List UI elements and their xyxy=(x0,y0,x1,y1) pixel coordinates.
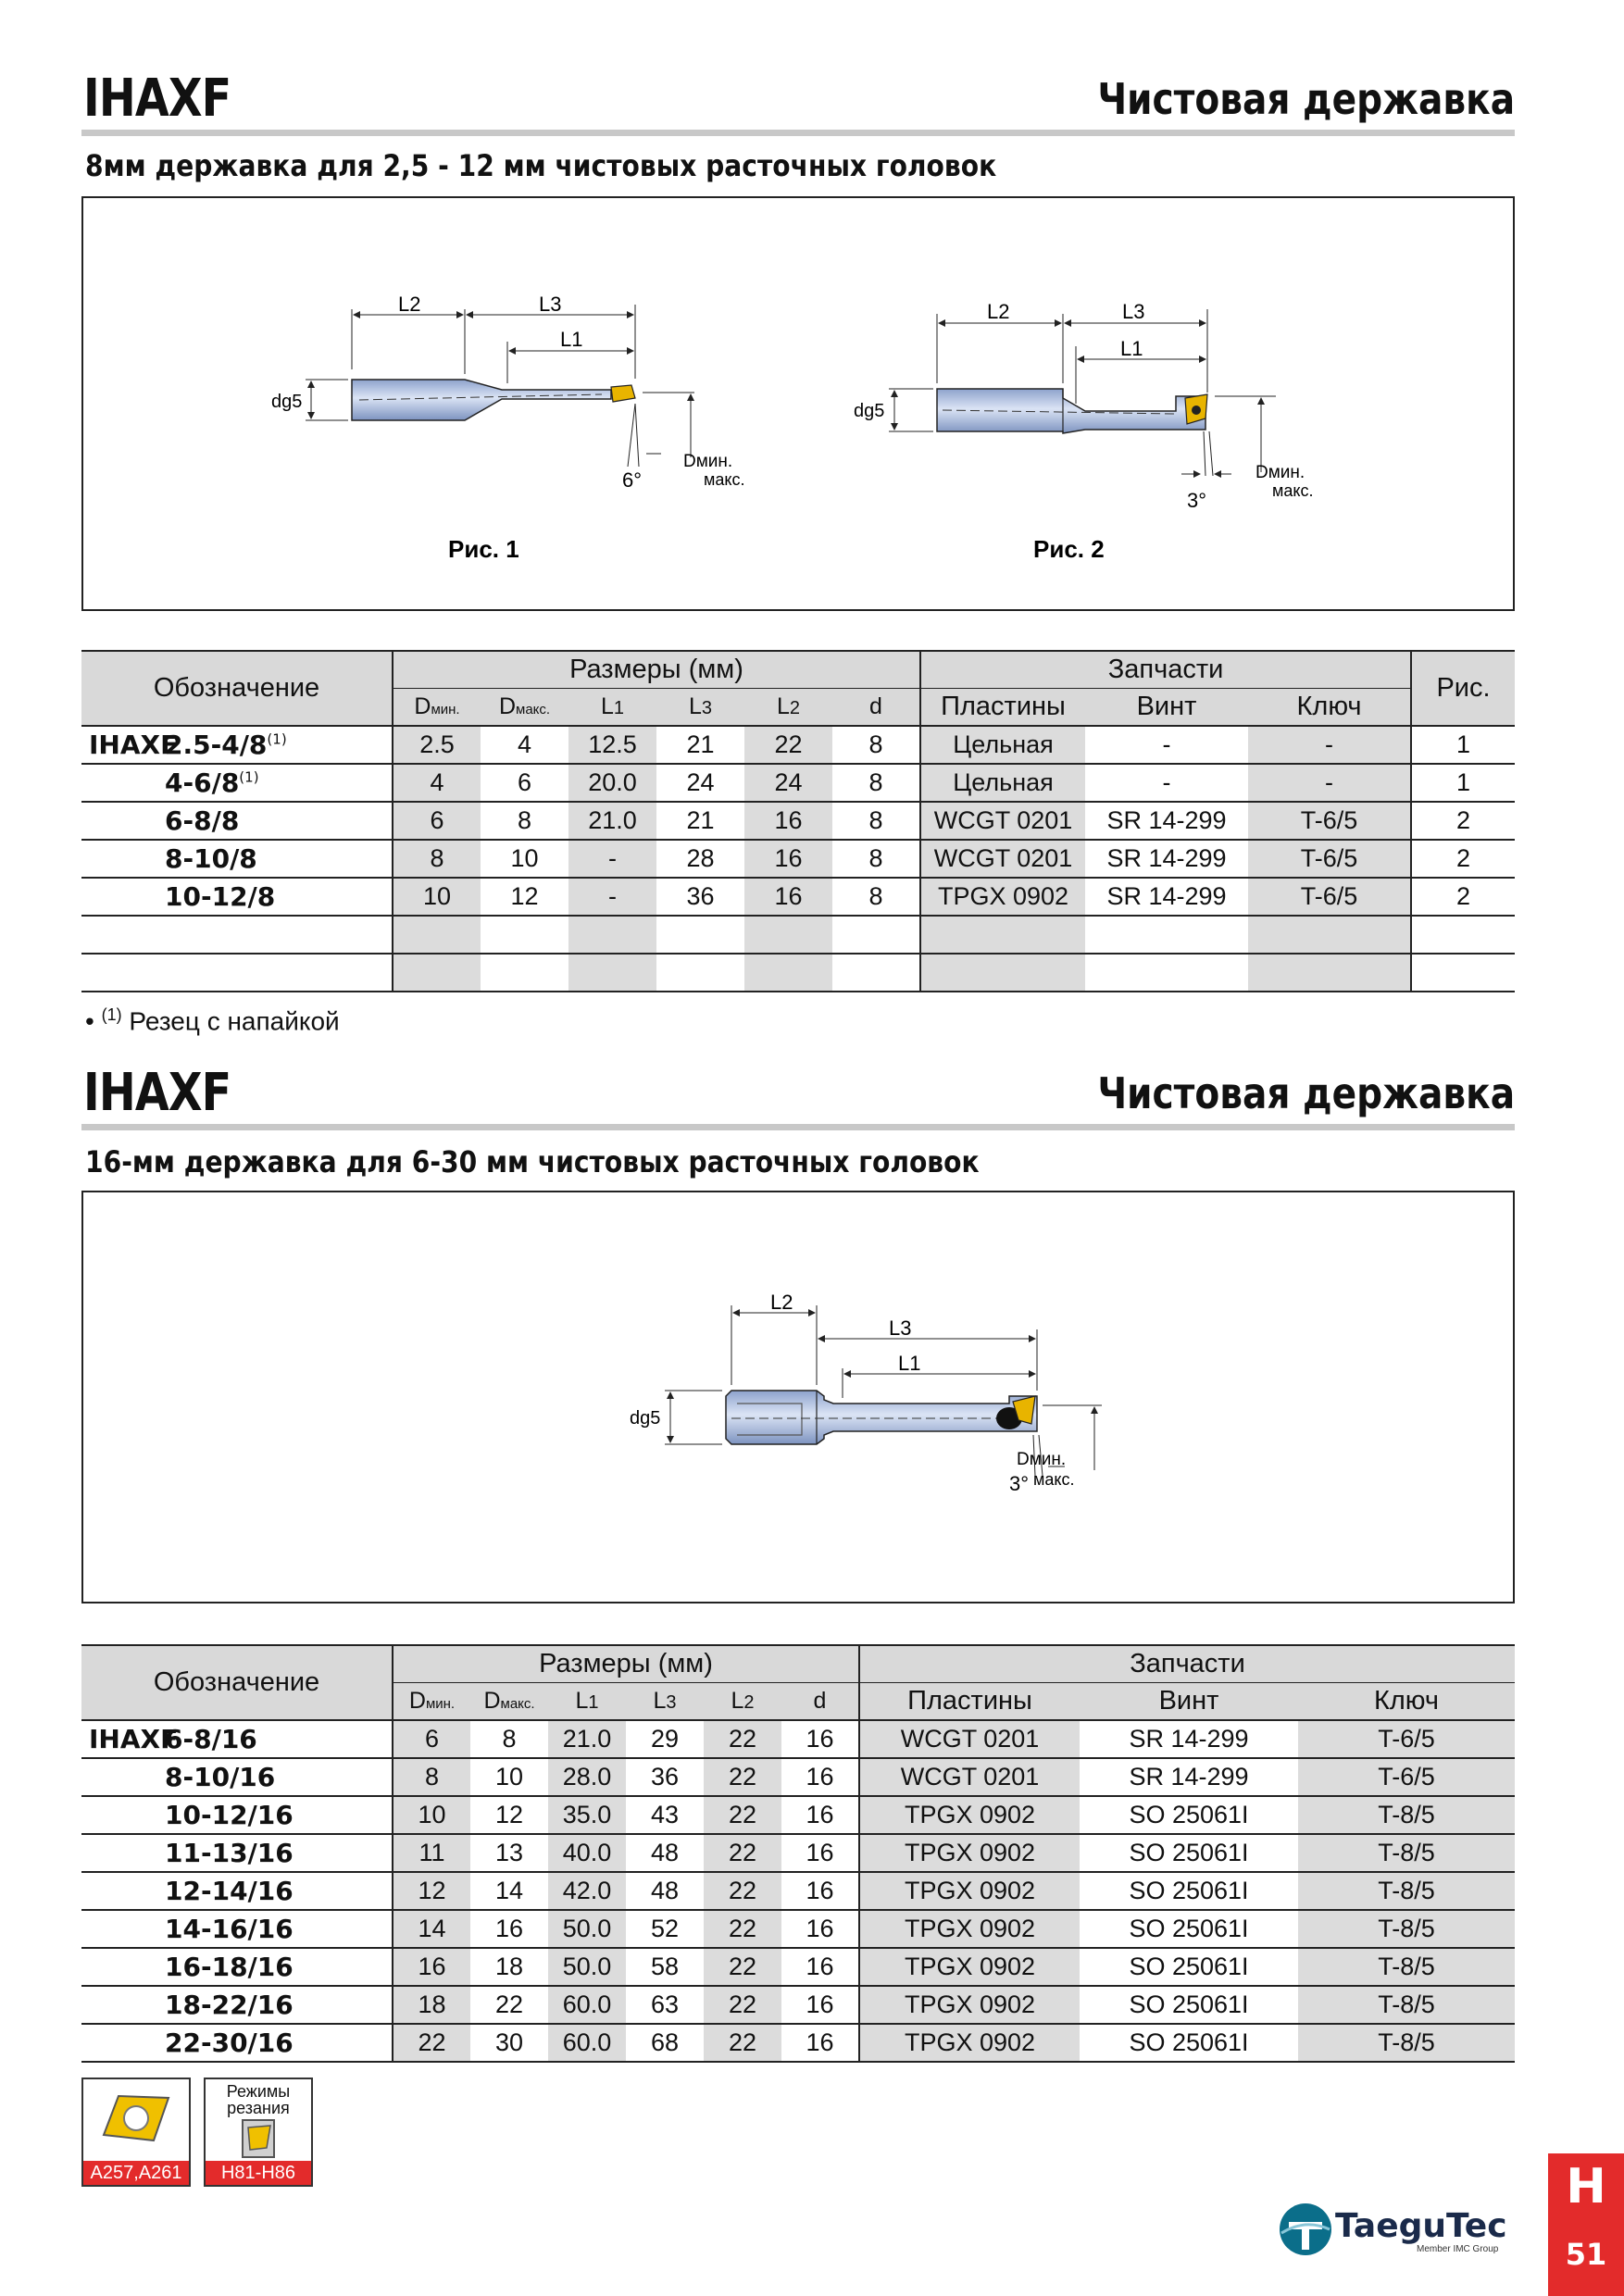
table-row xyxy=(81,1758,1515,1796)
cell-7: SR 14-299 xyxy=(1129,1763,1249,1791)
section1-figure-box xyxy=(81,196,1515,611)
cutting-tool-icon xyxy=(206,2116,311,2163)
brand-name: TaeguTec xyxy=(1335,2207,1507,2245)
fig2-dim-L3: L3 xyxy=(1122,300,1145,323)
cell-0: 6 xyxy=(393,802,481,840)
designation-cell xyxy=(81,954,393,992)
table-row xyxy=(81,840,1515,878)
cell-2: 60.0 xyxy=(548,2024,626,2062)
fig1-dim-L2: L2 xyxy=(398,293,421,316)
cell-6 xyxy=(920,954,1085,992)
cell-3: 28 xyxy=(686,844,715,872)
cell-7: SR 14-299 xyxy=(1106,806,1227,834)
cell-3: 68 xyxy=(650,2028,680,2056)
fig2-dim-dg5: dg5 xyxy=(854,401,885,421)
cell-7: SO 25061I xyxy=(1129,1877,1249,1904)
cell-9: 1 xyxy=(1411,764,1515,802)
cell-2 xyxy=(568,916,656,954)
designation-cell: 11-13/16 xyxy=(165,1838,294,1868)
cell-8: T-8/5 xyxy=(1298,1872,1515,1910)
th-col-8: Ключ xyxy=(1298,1683,1515,1721)
cutting-data-ref: H81-H86 xyxy=(206,2161,311,2185)
cell-7: SR 14-299 xyxy=(1129,1725,1249,1753)
cell-0 xyxy=(393,916,481,954)
th-col-6: Пластины xyxy=(920,689,1085,727)
cell-8: T-8/5 xyxy=(1298,1834,1515,1872)
cell-3: 29 xyxy=(650,1725,680,1753)
cell-0: 11 xyxy=(393,1834,470,1872)
cell-4: 16 xyxy=(744,878,832,916)
cell-6: TPGX 0902 xyxy=(859,1910,1080,1948)
cell-4: 16 xyxy=(744,840,832,878)
cell-2: 20.0 xyxy=(568,764,656,802)
cell-5 xyxy=(832,954,920,992)
section1-rule xyxy=(81,130,1515,136)
cell-2: 50.0 xyxy=(548,1948,626,1986)
fig1-dim-L3: L3 xyxy=(539,293,562,316)
cell-1: 16 xyxy=(494,1915,524,1942)
table-row xyxy=(81,726,1515,764)
section2-code: IHAXF xyxy=(83,1063,231,1123)
th-col-7: Винт xyxy=(1080,1683,1298,1721)
cell-3: 52 xyxy=(650,1915,680,1942)
cell-7: - xyxy=(1162,730,1171,758)
cell-5: 16 xyxy=(806,1953,834,1980)
fig2-dim-L1: L1 xyxy=(1120,337,1143,360)
page-tab xyxy=(1548,2153,1624,2296)
cell-1: 8 xyxy=(502,1725,517,1753)
fig2-dim-dmin: Dмин. xyxy=(1255,463,1305,482)
fig3-dim-dg5: dg5 xyxy=(630,1408,661,1429)
cell-9: 2 xyxy=(1411,878,1515,916)
cell-8: T-6/5 xyxy=(1248,878,1411,916)
designation-cell: 14-16/16 xyxy=(165,1914,294,1944)
cell-0: 16 xyxy=(393,1948,470,1986)
cell-8: T-8/5 xyxy=(1298,1796,1515,1834)
cell-1: 4 xyxy=(517,730,532,758)
cell-0: 14 xyxy=(393,1910,470,1948)
cell-5: 16 xyxy=(806,1725,834,1753)
cell-6: WCGT 0201 xyxy=(859,1720,1080,1758)
th-col-8: Ключ xyxy=(1248,689,1411,727)
insert-ref-icon[interactable] xyxy=(81,2078,191,2187)
th-col-2: L1 xyxy=(548,1683,626,1721)
cell-0: 22 xyxy=(393,2024,470,2062)
cell-3: 21 xyxy=(686,730,715,758)
designation-cell: 22-30/16 xyxy=(165,2028,294,2058)
cell-7: SO 25061I xyxy=(1129,1990,1249,2018)
cell-2: - xyxy=(568,840,656,878)
cell-5: 8 xyxy=(868,882,883,910)
th2-dims: Размеры (мм) xyxy=(393,1645,859,1683)
section1-spec-table xyxy=(81,650,1515,992)
th-col-1: Dмакс. xyxy=(481,689,568,727)
cell-3: 58 xyxy=(650,1953,680,1980)
table-row xyxy=(81,1796,1515,1834)
cell-3: 63 xyxy=(650,1990,680,2018)
designation-cell: 18-22/16 xyxy=(165,1990,294,2020)
cell-8: T-6/5 xyxy=(1298,1758,1515,1796)
cell-3: 36 xyxy=(686,882,715,910)
cell-2: 12.5 xyxy=(568,726,656,764)
cell-7: SR 14-299 xyxy=(1106,882,1227,910)
fig1-dim-dmin: Dмин. xyxy=(683,452,733,471)
th-fig: Рис. xyxy=(1411,651,1515,726)
th2-parts: Запчасти xyxy=(859,1645,1515,1683)
cell-3 xyxy=(656,954,744,992)
cell-6: TPGX 0902 xyxy=(859,1948,1080,1986)
cell-4: 22 xyxy=(744,726,832,764)
cell-0: 6 xyxy=(393,1720,470,1758)
cell-4: 22 xyxy=(704,1834,781,1872)
table-row xyxy=(81,1834,1515,1872)
fig2-dim-L2: L2 xyxy=(987,300,1010,323)
fig3-dim-L1: L1 xyxy=(898,1352,921,1375)
cell-9 xyxy=(1411,954,1515,992)
section1-subtitle: 8мм державка для 2,5 - 12 мм чистовых расточных головок xyxy=(85,148,997,183)
cell-8: T-6/5 xyxy=(1298,1720,1515,1758)
cell-1: 10 xyxy=(510,844,539,872)
designation-cell: 6-8/8 xyxy=(165,805,240,836)
cell-3 xyxy=(656,916,744,954)
cell-7: SO 25061I xyxy=(1129,1953,1249,1980)
th-dims: Размеры (мм) xyxy=(393,651,920,689)
cell-8 xyxy=(1248,954,1411,992)
cell-0: 4 xyxy=(393,764,481,802)
cell-2: 60.0 xyxy=(548,1986,626,2024)
cell-0: 10 xyxy=(393,878,481,916)
cell-1 xyxy=(481,954,568,992)
cell-2: 35.0 xyxy=(548,1796,626,1834)
fig1-dim-angle: 6° xyxy=(622,468,643,492)
cell-5: 16 xyxy=(806,2028,834,2056)
designation-cell xyxy=(81,916,393,954)
cell-9: 2 xyxy=(1411,802,1515,840)
cell-1: 10 xyxy=(494,1763,524,1791)
cell-0: 18 xyxy=(393,1986,470,2024)
th-parts: Запчасти xyxy=(920,651,1411,689)
cell-0: 2.5 xyxy=(393,726,481,764)
cell-7: SO 25061I xyxy=(1129,2028,1249,2056)
cell-0 xyxy=(393,954,481,992)
cell-0: 8 xyxy=(393,1758,470,1796)
cell-8: T-8/5 xyxy=(1298,1986,1515,2024)
cell-8: T-6/5 xyxy=(1248,840,1411,878)
section1-title: Чистовая державка xyxy=(1097,74,1515,124)
cell-2: 40.0 xyxy=(548,1834,626,1872)
cell-2: 21.0 xyxy=(548,1720,626,1758)
cell-4: 22 xyxy=(704,1796,781,1834)
cell-4: 22 xyxy=(704,1872,781,1910)
designation-cell: IHAXF2.5-4/8$^{(1)}$ xyxy=(89,730,287,760)
designation-cell: 8-10/8 xyxy=(165,843,257,874)
cell-0: 8 xyxy=(393,840,481,878)
th-col-6: Пластины xyxy=(859,1683,1080,1721)
cell-6: Цельная xyxy=(920,726,1085,764)
cell-6: WCGT 0201 xyxy=(920,840,1085,878)
cell-0: 12 xyxy=(393,1872,470,1910)
th2-designation: Обозначение xyxy=(81,1645,393,1720)
taegutec-logo-icon xyxy=(1278,2202,1333,2257)
section2-title: Чистовая державка xyxy=(1097,1068,1515,1118)
cell-1: 14 xyxy=(494,1877,524,1904)
cutting-data-icon[interactable] xyxy=(204,2078,313,2187)
cell-1: 18 xyxy=(494,1953,524,1980)
cell-3: 48 xyxy=(650,1877,680,1904)
insert-icon xyxy=(83,2079,189,2161)
cell-8: T-8/5 xyxy=(1298,2024,1515,2062)
section2-subtitle: 16-мм державка для 6-30 мм чистовых расточных головок xyxy=(85,1144,980,1179)
section2-figure-box xyxy=(81,1191,1515,1603)
table-row xyxy=(81,1872,1515,1910)
cell-9: 2 xyxy=(1411,840,1515,878)
cell-4: 16 xyxy=(744,802,832,840)
cell-3: 24 xyxy=(686,768,715,796)
fig3-dim-angle: 3° xyxy=(1009,1472,1030,1495)
cell-7: SO 25061I xyxy=(1129,1839,1249,1866)
cell-0: 10 xyxy=(393,1796,470,1834)
section1-drawings xyxy=(83,198,1513,609)
cell-5: 16 xyxy=(806,1990,834,2018)
fig1-dim-dg5: dg5 xyxy=(271,392,303,412)
cell-4: 22 xyxy=(704,1986,781,2024)
cell-5: 8 xyxy=(868,768,883,796)
taegutec-logo xyxy=(1278,2202,1530,2257)
page-number: 51 xyxy=(1565,2237,1607,2272)
cell-2: - xyxy=(568,878,656,916)
cell-4 xyxy=(744,954,832,992)
cell-4 xyxy=(744,916,832,954)
cell-4: 22 xyxy=(704,1910,781,1948)
cell-7 xyxy=(1085,954,1248,992)
table-row xyxy=(81,2024,1515,2062)
cell-6: TPGX 0902 xyxy=(859,1986,1080,2024)
cell-8: - xyxy=(1248,764,1411,802)
cell-7: SR 14-299 xyxy=(1106,844,1227,872)
cell-2: 28.0 xyxy=(548,1758,626,1796)
fig3-dim-L3: L3 xyxy=(889,1316,912,1340)
fig3-dim-dmax: макс. xyxy=(1033,1470,1075,1489)
fig1-caption: Рис. 1 xyxy=(448,535,519,563)
section2-rule xyxy=(81,1124,1515,1130)
designation-cell: 16-18/16 xyxy=(165,1952,294,1982)
th-col-3: L3 xyxy=(626,1683,704,1721)
th-col-2: L1 xyxy=(568,689,656,727)
cutting-data-title: Режимы резания xyxy=(226,2082,291,2117)
fig2-dim-angle: 3° xyxy=(1187,489,1207,512)
cell-1: 30 xyxy=(494,2028,524,2056)
footnote-bullet: • xyxy=(85,1006,102,1036)
th-designation: Обозначение xyxy=(81,651,393,726)
cell-7: SO 25061I xyxy=(1129,1915,1249,1942)
table-row xyxy=(81,802,1515,840)
fig1-tool-drawing xyxy=(306,305,694,467)
designation-cell: 4-6/8$^{(1)}$ xyxy=(165,767,259,798)
cell-5: 16 xyxy=(806,1763,834,1791)
brand-sub: Member IMC Group xyxy=(1417,2244,1499,2254)
table-row xyxy=(81,916,1515,954)
cell-5: 16 xyxy=(806,1801,834,1828)
section2-drawing xyxy=(83,1192,1513,1602)
cell-3: 21 xyxy=(686,806,715,834)
th-col-4: L2 xyxy=(744,689,832,727)
fig1-dim-L1: L1 xyxy=(560,328,583,351)
cell-5: 8 xyxy=(868,844,883,872)
section2-spec-table xyxy=(81,1644,1515,2063)
cell-4: 22 xyxy=(704,1758,781,1796)
cell-8 xyxy=(1248,916,1411,954)
cell-7 xyxy=(1085,916,1248,954)
cell-4: 22 xyxy=(704,2024,781,2062)
table-row xyxy=(81,1948,1515,1986)
th-col-4: L2 xyxy=(704,1683,781,1721)
cell-6: TPGX 0902 xyxy=(859,2024,1080,2062)
cell-6: TPGX 0902 xyxy=(920,878,1085,916)
fig2-tool-drawing xyxy=(889,309,1276,476)
table-row xyxy=(81,1720,1515,1758)
cell-5: 16 xyxy=(806,1915,834,1942)
cell-1 xyxy=(481,916,568,954)
cell-6 xyxy=(920,916,1085,954)
cell-5: 16 xyxy=(806,1839,834,1866)
cell-5 xyxy=(832,916,920,954)
cell-2: 42.0 xyxy=(548,1872,626,1910)
tab-letter: H xyxy=(1566,2159,1606,2215)
cell-8: T-8/5 xyxy=(1298,1948,1515,1986)
footnote-text: Резец с напайкой xyxy=(129,1006,340,1036)
th-col-3: L3 xyxy=(656,689,744,727)
cell-8: T-6/5 xyxy=(1248,802,1411,840)
table-row xyxy=(81,1986,1515,2024)
cell-1: 12 xyxy=(510,882,539,910)
cell-1: 6 xyxy=(517,768,532,796)
cell-6: TPGX 0902 xyxy=(859,1872,1080,1910)
cell-6: TPGX 0902 xyxy=(859,1834,1080,1872)
cell-6: WCGT 0201 xyxy=(859,1758,1080,1796)
th-col-0: Dмин. xyxy=(393,1683,470,1721)
th-col-5: d xyxy=(781,1683,859,1721)
cell-2 xyxy=(568,954,656,992)
cell-3: 43 xyxy=(650,1801,680,1828)
table-row xyxy=(81,878,1515,916)
designation-cell: 10-12/16 xyxy=(165,1800,294,1830)
insert-ref-label: A257,A261 xyxy=(83,2161,189,2185)
designation-cell: 10-12/8 xyxy=(165,881,276,912)
cell-9: 1 xyxy=(1411,726,1515,764)
cell-2: 50.0 xyxy=(548,1910,626,1948)
cell-8: T-8/5 xyxy=(1298,1910,1515,1948)
fig2-caption: Рис. 2 xyxy=(1033,535,1105,563)
fig1-dim-dmax: макс. xyxy=(704,470,745,489)
cell-2: 21.0 xyxy=(568,802,656,840)
th-col-0: Dмин. xyxy=(393,689,481,727)
fig2-dim-dmax: макс. xyxy=(1272,481,1314,500)
designation-cell: 12-14/16 xyxy=(165,1876,294,1906)
fig3-dim-dmin: Dмин. xyxy=(1017,1450,1067,1469)
footnote-mark: (1) xyxy=(101,1005,122,1024)
designation-cell: IHAXF6-8/16 xyxy=(89,1724,257,1754)
th-col-5: d xyxy=(832,689,920,727)
cell-8: - xyxy=(1248,726,1411,764)
cell-7: - xyxy=(1162,768,1171,796)
cell-1: 8 xyxy=(517,806,532,834)
section1-footnote xyxy=(85,1005,340,1036)
designation-cell: 8-10/16 xyxy=(165,1762,276,1792)
cell-4: 24 xyxy=(744,764,832,802)
cell-3: 36 xyxy=(650,1763,680,1791)
section1-code: IHAXF xyxy=(83,69,231,129)
cell-4: 22 xyxy=(704,1720,781,1758)
cell-5: 8 xyxy=(868,730,883,758)
cell-9 xyxy=(1411,916,1515,954)
table-row xyxy=(81,764,1515,802)
cell-3: 48 xyxy=(650,1839,680,1866)
cell-1: 12 xyxy=(494,1801,524,1828)
table-row xyxy=(81,1910,1515,1948)
th-col-7: Винт xyxy=(1085,689,1248,727)
cell-6: Цельная xyxy=(920,764,1085,802)
cell-7: SO 25061I xyxy=(1129,1801,1249,1828)
cell-1: 13 xyxy=(494,1839,524,1866)
cell-6: WCGT 0201 xyxy=(920,802,1085,840)
cell-5: 8 xyxy=(868,806,883,834)
cell-6: TPGX 0902 xyxy=(859,1796,1080,1834)
fig3-dim-L2: L2 xyxy=(770,1291,793,1314)
table-row xyxy=(81,954,1515,992)
th-col-1: Dмакс. xyxy=(470,1683,548,1721)
cell-1: 22 xyxy=(494,1990,524,2018)
cell-5: 16 xyxy=(806,1877,834,1904)
cell-4: 22 xyxy=(704,1948,781,1986)
